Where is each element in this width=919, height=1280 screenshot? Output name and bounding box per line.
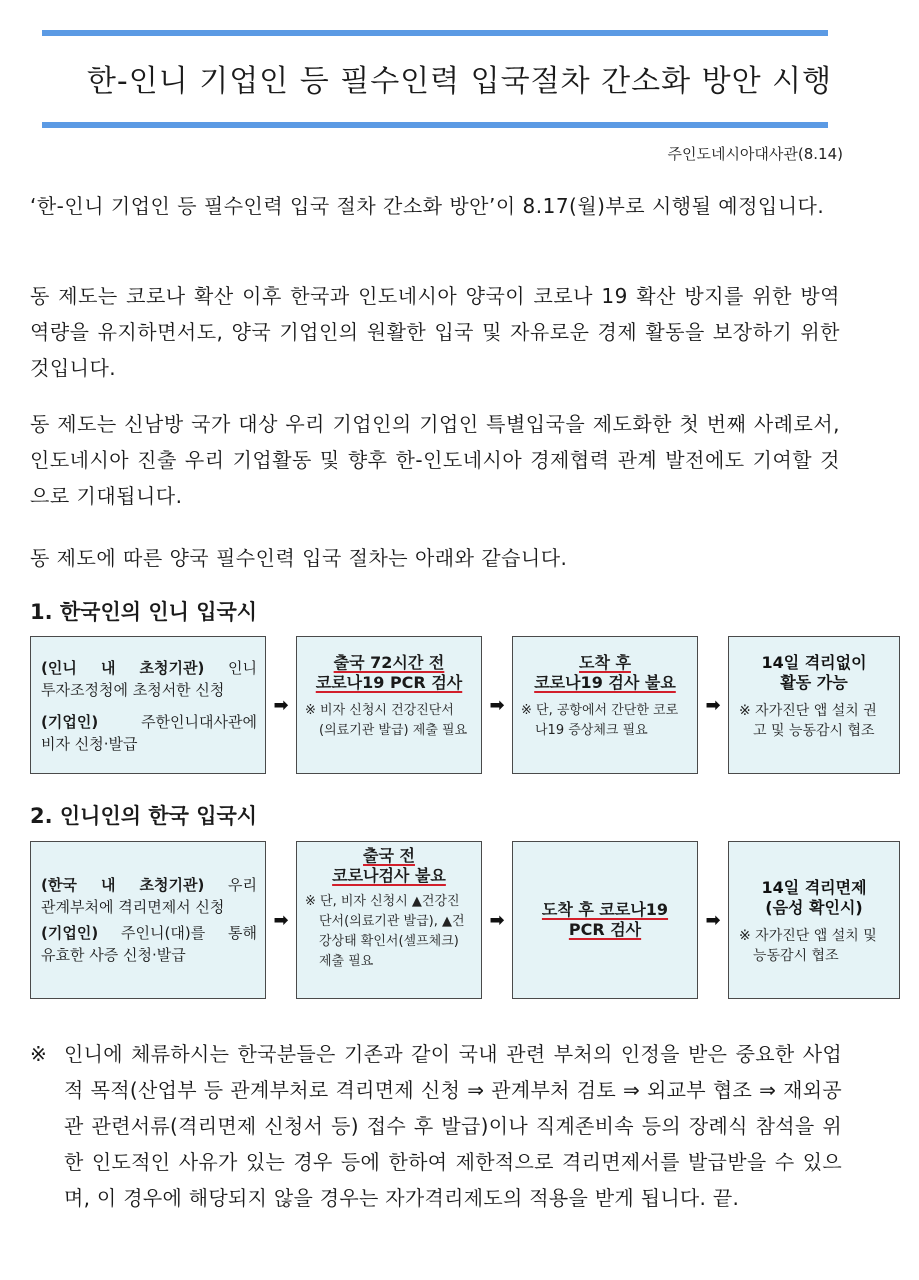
- step-text: 유효한 사증 신청·발급: [41, 946, 186, 964]
- right-arrow-icon: ➡: [489, 694, 505, 716]
- step-note: ※ 비자 신청시 건강진단서(의료기관 발급) 제출 필요: [305, 703, 468, 738]
- step-heading: 코로나19 PCR 검사: [315, 673, 463, 692]
- paragraph-2: 동 제도는 코로나 확산 이후 한국과 인도네시아 양국이 코로나 19 확산 방지를 위한 방역 역량을 유지하면서도, 양국 기업인의 원활한 입국 및 자유로운 경제 활동을 보장하기 위한 것입니다.: [30, 284, 840, 380]
- step-text: 투자조정청에 초청서한 신청: [41, 681, 225, 699]
- right-arrow-icon: ➡: [273, 694, 289, 716]
- bottom-rule: [42, 122, 828, 128]
- step-label: (인니 내 초청기관): [41, 659, 205, 677]
- footnote-text: 인니에 체류하시는 한국분들은 기존과 같이 국내 관련 부처의 인정을 받은 중요한 사업적 목적(산업부 등 관계부처로 격리면제 신청 ⇒ 관계부처 검토 ⇒ 외교부 협조 ⇒ 재외공관 관련서류(격리면제 신청서 등) 접수 후 발급)이나 직계존비속 등의 장례식 참석을 위한 인도적인 사유가 있는 경우 등에 한하여 제한적으로 격리면제서를 발급받을 수 있으며, 이 경우에 해당되지 않을 경우는 자가격리제도의 적용을 받게 됩니다. 끝.: [64, 1042, 842, 1210]
- step-text: 주한인니대사관에: [98, 713, 257, 731]
- step-heading: 출국 72시간 전: [333, 653, 445, 672]
- flow-korean-entry: [30, 636, 900, 774]
- flow1-step-invitation: [30, 636, 266, 774]
- step-heading: 출국 전: [363, 846, 415, 865]
- step-text: 인니: [204, 659, 257, 677]
- step-text: 비자 신청·발급: [41, 735, 138, 753]
- section-2-title: 2. 인니인의 한국 입국시: [30, 804, 258, 828]
- step-heading: 활동 가능: [780, 673, 848, 692]
- flow1-step-activity: [728, 636, 900, 774]
- page-title: 한-인니 기업인 등 필수인력 입국절차 간소화 방안 시행: [86, 64, 833, 99]
- step-text: 주인니(대)를 통해: [98, 924, 257, 942]
- step-label: (기업인): [41, 924, 99, 942]
- step-heading: 코로나검사 불요: [332, 866, 446, 885]
- right-arrow-icon: ➡: [705, 694, 721, 716]
- top-rule: [42, 30, 828, 36]
- step-label: (한국 내 초청기관): [41, 876, 205, 894]
- paragraph-3: 동 제도는 신남방 국가 대상 우리 기업인의 기업인 특별입국을 제도화한 첫 번째 사례로서, 인도네시아 진출 우리 기업활동 및 향후 한-인도네시아 경제협력 관계 발전에도 기여할 것으로 기대됩니다.: [30, 412, 840, 508]
- step-note: ※ 자가진단 앱 설치 및 능동감시 협조: [739, 928, 877, 964]
- step-heading: 도착 후: [579, 653, 631, 672]
- step-text: 우리: [204, 876, 257, 894]
- footnote: [30, 1036, 842, 1216]
- flow2-step-exemption: [728, 841, 900, 999]
- step-heading: 코로나19 검사 불요: [534, 673, 676, 692]
- step-heading: 도착 후 코로나19: [541, 900, 669, 919]
- step-note: ※ 단, 비자 신청시 ▲건강진단서(의료기관 발급), ▲건강상태 확인서(셀프체크) 제출 필요: [305, 894, 465, 969]
- paragraph-4: 동 제도에 따른 양국 필수인력 입국 절차는 아래와 같습니다.: [30, 546, 568, 570]
- flow-indonesian-entry: [30, 841, 900, 999]
- step-heading: PCR 검사: [568, 920, 642, 939]
- flow2-step-departure: [296, 841, 482, 999]
- step-note: ※ 단, 공항에서 간단한 코로나19 증상체크 필요: [521, 703, 679, 738]
- step-heading: 14일 격리없이: [761, 653, 867, 672]
- step-label: (기업인): [41, 713, 99, 731]
- paragraph-1: ‘한-인니 기업인 등 필수인력 입국 절차 간소화 방안’이 8.17(월)부로 시행될 예정입니다.: [30, 194, 825, 218]
- right-arrow-icon: ➡: [273, 909, 289, 931]
- step-heading: (음성 확인시): [765, 898, 863, 917]
- step-heading: 14일 격리면제: [761, 878, 867, 897]
- flow1-step-arrival: [512, 636, 698, 774]
- section-1-title: 1. 한국인의 인니 입국시: [30, 600, 258, 624]
- step-text: 관계부처에 격리면제서 신청: [41, 898, 225, 916]
- right-arrow-icon: ➡: [489, 909, 505, 931]
- reference-mark-icon: ※: [30, 1042, 48, 1066]
- step-note: ※ 자가진단 앱 설치 권고 및 능동감시 협조: [739, 703, 877, 739]
- flow1-step-pcr: [296, 636, 482, 774]
- flow2-step-arrival-pcr: [512, 841, 698, 999]
- right-arrow-icon: ➡: [705, 909, 721, 931]
- source-line: 주인도네시아대사관(8.14): [667, 145, 843, 163]
- flow2-step-invitation: [30, 841, 266, 999]
